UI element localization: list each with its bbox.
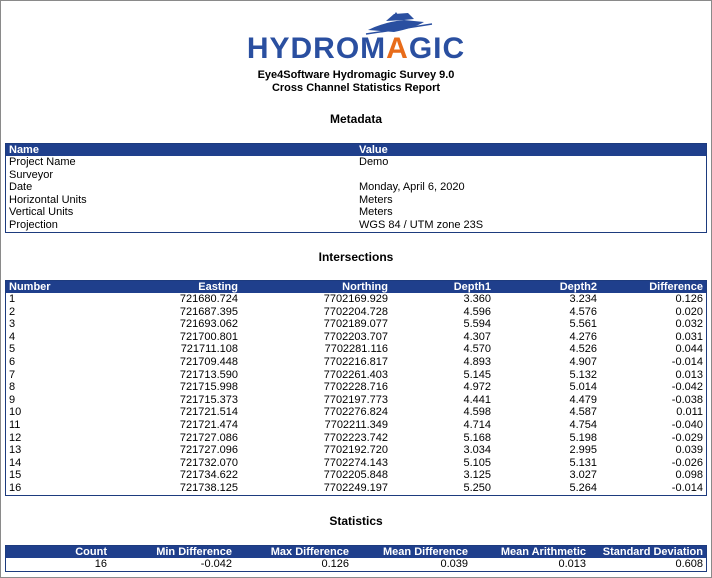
table-cell: 4.596 bbox=[463, 305, 491, 318]
intersections-body bbox=[6, 293, 706, 495]
table-cell: 7702274.143 bbox=[323, 456, 388, 469]
table-cell: Vertical Units bbox=[9, 206, 74, 219]
table-cell: Project Name bbox=[9, 156, 76, 168]
statistics-header-row bbox=[6, 546, 706, 558]
table-cell: 7702228.716 bbox=[323, 381, 388, 394]
table-row bbox=[6, 444, 706, 457]
table-row bbox=[6, 419, 706, 432]
metadata-title: Metadata bbox=[329, 112, 382, 126]
table-row bbox=[6, 306, 706, 319]
col-mean-difference: Mean Difference bbox=[383, 546, 468, 558]
table-cell: 5.131 bbox=[569, 456, 597, 469]
col-easting: Easting bbox=[198, 281, 238, 293]
table-cell: -0.014 bbox=[671, 481, 703, 494]
table-cell: WGS 84 / UTM zone 23S bbox=[359, 218, 484, 231]
table-cell: 7702189.077 bbox=[323, 318, 388, 331]
table-cell: 5.145 bbox=[463, 368, 491, 381]
table-cell: 9 bbox=[9, 393, 16, 406]
table-cell: 7702223.742 bbox=[323, 431, 388, 444]
table-row bbox=[6, 369, 706, 382]
table-cell: 2.995 bbox=[569, 444, 597, 457]
table-cell: -0.014 bbox=[671, 355, 703, 368]
col-northing: Northing bbox=[342, 281, 388, 293]
table-cell: 7702197.773 bbox=[323, 393, 388, 406]
table-cell: 5.168 bbox=[463, 431, 491, 444]
table-cell: 4.441 bbox=[463, 393, 491, 406]
table-cell: 721709.448 bbox=[179, 355, 238, 368]
table-cell: 7 bbox=[9, 368, 16, 381]
table-row bbox=[6, 181, 706, 194]
metadata-body bbox=[6, 156, 706, 232]
table-cell: 4.570 bbox=[463, 343, 491, 356]
table-row bbox=[6, 318, 706, 331]
table-cell: 7702276.824 bbox=[323, 406, 388, 419]
table-cell: 5 bbox=[9, 343, 16, 356]
table-cell: 3 bbox=[9, 318, 16, 331]
table-cell: -0.042 bbox=[200, 558, 232, 570]
table-cell: 11 bbox=[9, 418, 21, 431]
table-cell: 3.125 bbox=[463, 469, 491, 482]
table-cell: 0.608 bbox=[675, 558, 703, 570]
table-cell: 7702204.728 bbox=[323, 305, 388, 318]
report-software-title: Eye4Software Hydromagic Survey 9.0 bbox=[257, 69, 455, 81]
table-cell: 0.098 bbox=[675, 469, 703, 482]
table-row bbox=[6, 293, 706, 306]
table-row bbox=[6, 206, 706, 219]
table-cell: 721715.998 bbox=[179, 381, 238, 394]
metadata-header-row bbox=[6, 144, 706, 156]
col-difference: Difference bbox=[649, 281, 703, 293]
table-cell: Demo bbox=[359, 156, 389, 168]
table-cell: 4.479 bbox=[569, 393, 597, 406]
table-cell: 0.126 bbox=[675, 293, 703, 305]
table-cell: 0.011 bbox=[676, 406, 703, 419]
table-cell bbox=[356, 169, 706, 182]
table-row bbox=[6, 219, 706, 232]
table-row bbox=[6, 156, 706, 169]
table-cell: Meters bbox=[359, 206, 393, 219]
col-count: Count bbox=[75, 546, 107, 558]
table-cell: 721693.062 bbox=[179, 318, 238, 331]
table-cell: 3.360 bbox=[463, 293, 491, 305]
table-cell: 7702249.197 bbox=[323, 481, 388, 494]
col-min-difference: Min Difference bbox=[156, 546, 232, 558]
table-cell: 13 bbox=[9, 444, 22, 457]
table-row bbox=[6, 432, 706, 445]
table-cell: 5.198 bbox=[569, 431, 597, 444]
logo-wordmark-part2: A bbox=[386, 32, 409, 65]
table-cell: 10 bbox=[9, 406, 22, 419]
logo-wordmark-part3: GIC bbox=[408, 32, 466, 65]
table-row bbox=[6, 394, 706, 407]
table-cell: 2 bbox=[9, 305, 16, 318]
table-cell: 4.754 bbox=[569, 418, 597, 431]
table-row bbox=[6, 406, 706, 419]
table-cell: -0.042 bbox=[671, 381, 703, 394]
table-cell: 721711.108 bbox=[180, 343, 238, 356]
table-cell: 5.105 bbox=[463, 456, 491, 469]
table-cell: 4.526 bbox=[569, 343, 597, 356]
table-cell: 0.039 bbox=[440, 558, 468, 570]
table-cell: 0.013 bbox=[558, 558, 586, 570]
table-cell: 721727.096 bbox=[179, 444, 238, 457]
table-cell: -0.040 bbox=[671, 418, 703, 431]
table-row bbox=[6, 457, 706, 470]
table-cell: 7702205.848 bbox=[323, 469, 388, 482]
table-cell: 721721.474 bbox=[179, 418, 238, 431]
table-cell: 12 bbox=[9, 431, 22, 444]
table-cell: 721713.590 bbox=[179, 368, 238, 381]
metadata-table bbox=[5, 143, 707, 233]
table-cell: 0.044 bbox=[675, 343, 703, 356]
table-cell: 0.031 bbox=[675, 330, 703, 343]
table-cell: 14 bbox=[9, 456, 22, 469]
table-row bbox=[6, 482, 706, 495]
table-cell: 7702203.707 bbox=[323, 330, 388, 343]
intersections-table bbox=[5, 280, 707, 496]
table-cell: Meters bbox=[359, 193, 393, 206]
table-cell: 4.893 bbox=[463, 355, 491, 368]
table-cell: 3.234 bbox=[569, 293, 597, 305]
table-cell: Surveyor bbox=[9, 168, 54, 181]
table-cell: 0.126 bbox=[321, 558, 349, 570]
table-cell: 721734.622 bbox=[179, 469, 238, 482]
metadata-col-name: Name bbox=[9, 144, 39, 156]
table-cell: 721738.125 bbox=[179, 481, 238, 494]
table-cell: 16 bbox=[94, 558, 107, 570]
table-cell: 721700.801 bbox=[179, 330, 238, 343]
statistics-body bbox=[6, 558, 706, 571]
table-cell: 4.972 bbox=[463, 381, 491, 394]
report-title: Cross Channel Statistics Report bbox=[271, 82, 441, 94]
table-cell: Projection bbox=[9, 218, 58, 231]
logo-wordmark bbox=[236, 32, 476, 66]
table-cell: 4.714 bbox=[463, 418, 491, 431]
table-cell: -0.026 bbox=[671, 456, 703, 469]
table-cell: Monday, April 6, 2020 bbox=[359, 181, 465, 194]
metadata-col-value: Value bbox=[359, 144, 388, 156]
table-cell: 0.020 bbox=[675, 305, 703, 318]
table-cell: 7702281.116 bbox=[324, 343, 388, 356]
table-row bbox=[6, 469, 706, 482]
table-row bbox=[6, 331, 706, 344]
table-cell: 4 bbox=[9, 330, 16, 343]
col-max-difference: Max Difference bbox=[270, 546, 349, 558]
table-cell: 721680.724 bbox=[179, 293, 238, 305]
table-cell: 5.014 bbox=[569, 381, 597, 394]
hydromagic-logo bbox=[236, 10, 476, 66]
statistics-table bbox=[5, 545, 707, 572]
statistics-title: Statistics bbox=[329, 514, 383, 528]
table-cell: 7702192.720 bbox=[323, 444, 388, 457]
table-cell: 721721.514 bbox=[179, 406, 238, 419]
col-depth1: Depth1 bbox=[453, 281, 491, 293]
table-cell: 7702169.929 bbox=[323, 293, 388, 305]
table-cell: 3.034 bbox=[463, 444, 491, 457]
table-cell: 3.027 bbox=[569, 469, 597, 482]
table-cell: 5.264 bbox=[569, 481, 597, 494]
intersections-title: Intersections bbox=[318, 250, 394, 264]
table-cell: 15 bbox=[9, 469, 22, 482]
table-cell: 721715.373 bbox=[179, 393, 238, 406]
table-row bbox=[6, 343, 706, 356]
table-cell: 0.032 bbox=[675, 318, 703, 331]
table-cell: 7702216.817 bbox=[323, 355, 388, 368]
table-cell: -0.038 bbox=[671, 393, 703, 406]
table-cell: 4.907 bbox=[569, 355, 597, 368]
table-cell: 4.587 bbox=[569, 406, 597, 419]
table-cell: 7702211.349 bbox=[324, 418, 388, 431]
table-cell: 4.576 bbox=[569, 305, 597, 318]
table-cell: Date bbox=[9, 181, 33, 194]
table-cell: 8 bbox=[9, 381, 16, 394]
table-cell: 4.598 bbox=[463, 406, 491, 419]
table-cell: 4.276 bbox=[569, 330, 597, 343]
table-cell: 5.594 bbox=[463, 318, 491, 331]
table-cell: 4.307 bbox=[463, 330, 491, 343]
table-row bbox=[6, 558, 706, 571]
table-cell: 5.132 bbox=[569, 368, 597, 381]
table-cell: -0.029 bbox=[671, 431, 703, 444]
col-standard-deviation: Standard Deviation bbox=[602, 546, 703, 558]
logo-wordmark-part1: HYDROM bbox=[246, 32, 387, 65]
table-cell: 721687.395 bbox=[179, 305, 238, 318]
col-mean-arithmetic: Mean Arithmetic bbox=[500, 546, 586, 558]
table-cell: 721732.070 bbox=[179, 456, 238, 469]
table-cell: 1 bbox=[9, 293, 16, 305]
col-depth2: Depth2 bbox=[559, 281, 597, 293]
table-cell: 0.039 bbox=[675, 444, 703, 457]
col-number: Number bbox=[9, 281, 51, 293]
table-row bbox=[6, 381, 706, 394]
table-cell: 7702261.403 bbox=[323, 368, 388, 381]
table-cell: 5.561 bbox=[569, 318, 597, 331]
table-cell: 721727.086 bbox=[179, 431, 238, 444]
table-row bbox=[6, 169, 706, 182]
table-cell: 6 bbox=[9, 355, 16, 368]
table-cell: 5.250 bbox=[463, 481, 491, 494]
intersections-header-row bbox=[6, 281, 706, 293]
table-cell: 16 bbox=[9, 481, 22, 494]
table-row bbox=[6, 194, 706, 207]
table-cell: Horizontal Units bbox=[9, 193, 87, 206]
table-row bbox=[6, 356, 706, 369]
table-cell: 0.013 bbox=[675, 368, 703, 381]
